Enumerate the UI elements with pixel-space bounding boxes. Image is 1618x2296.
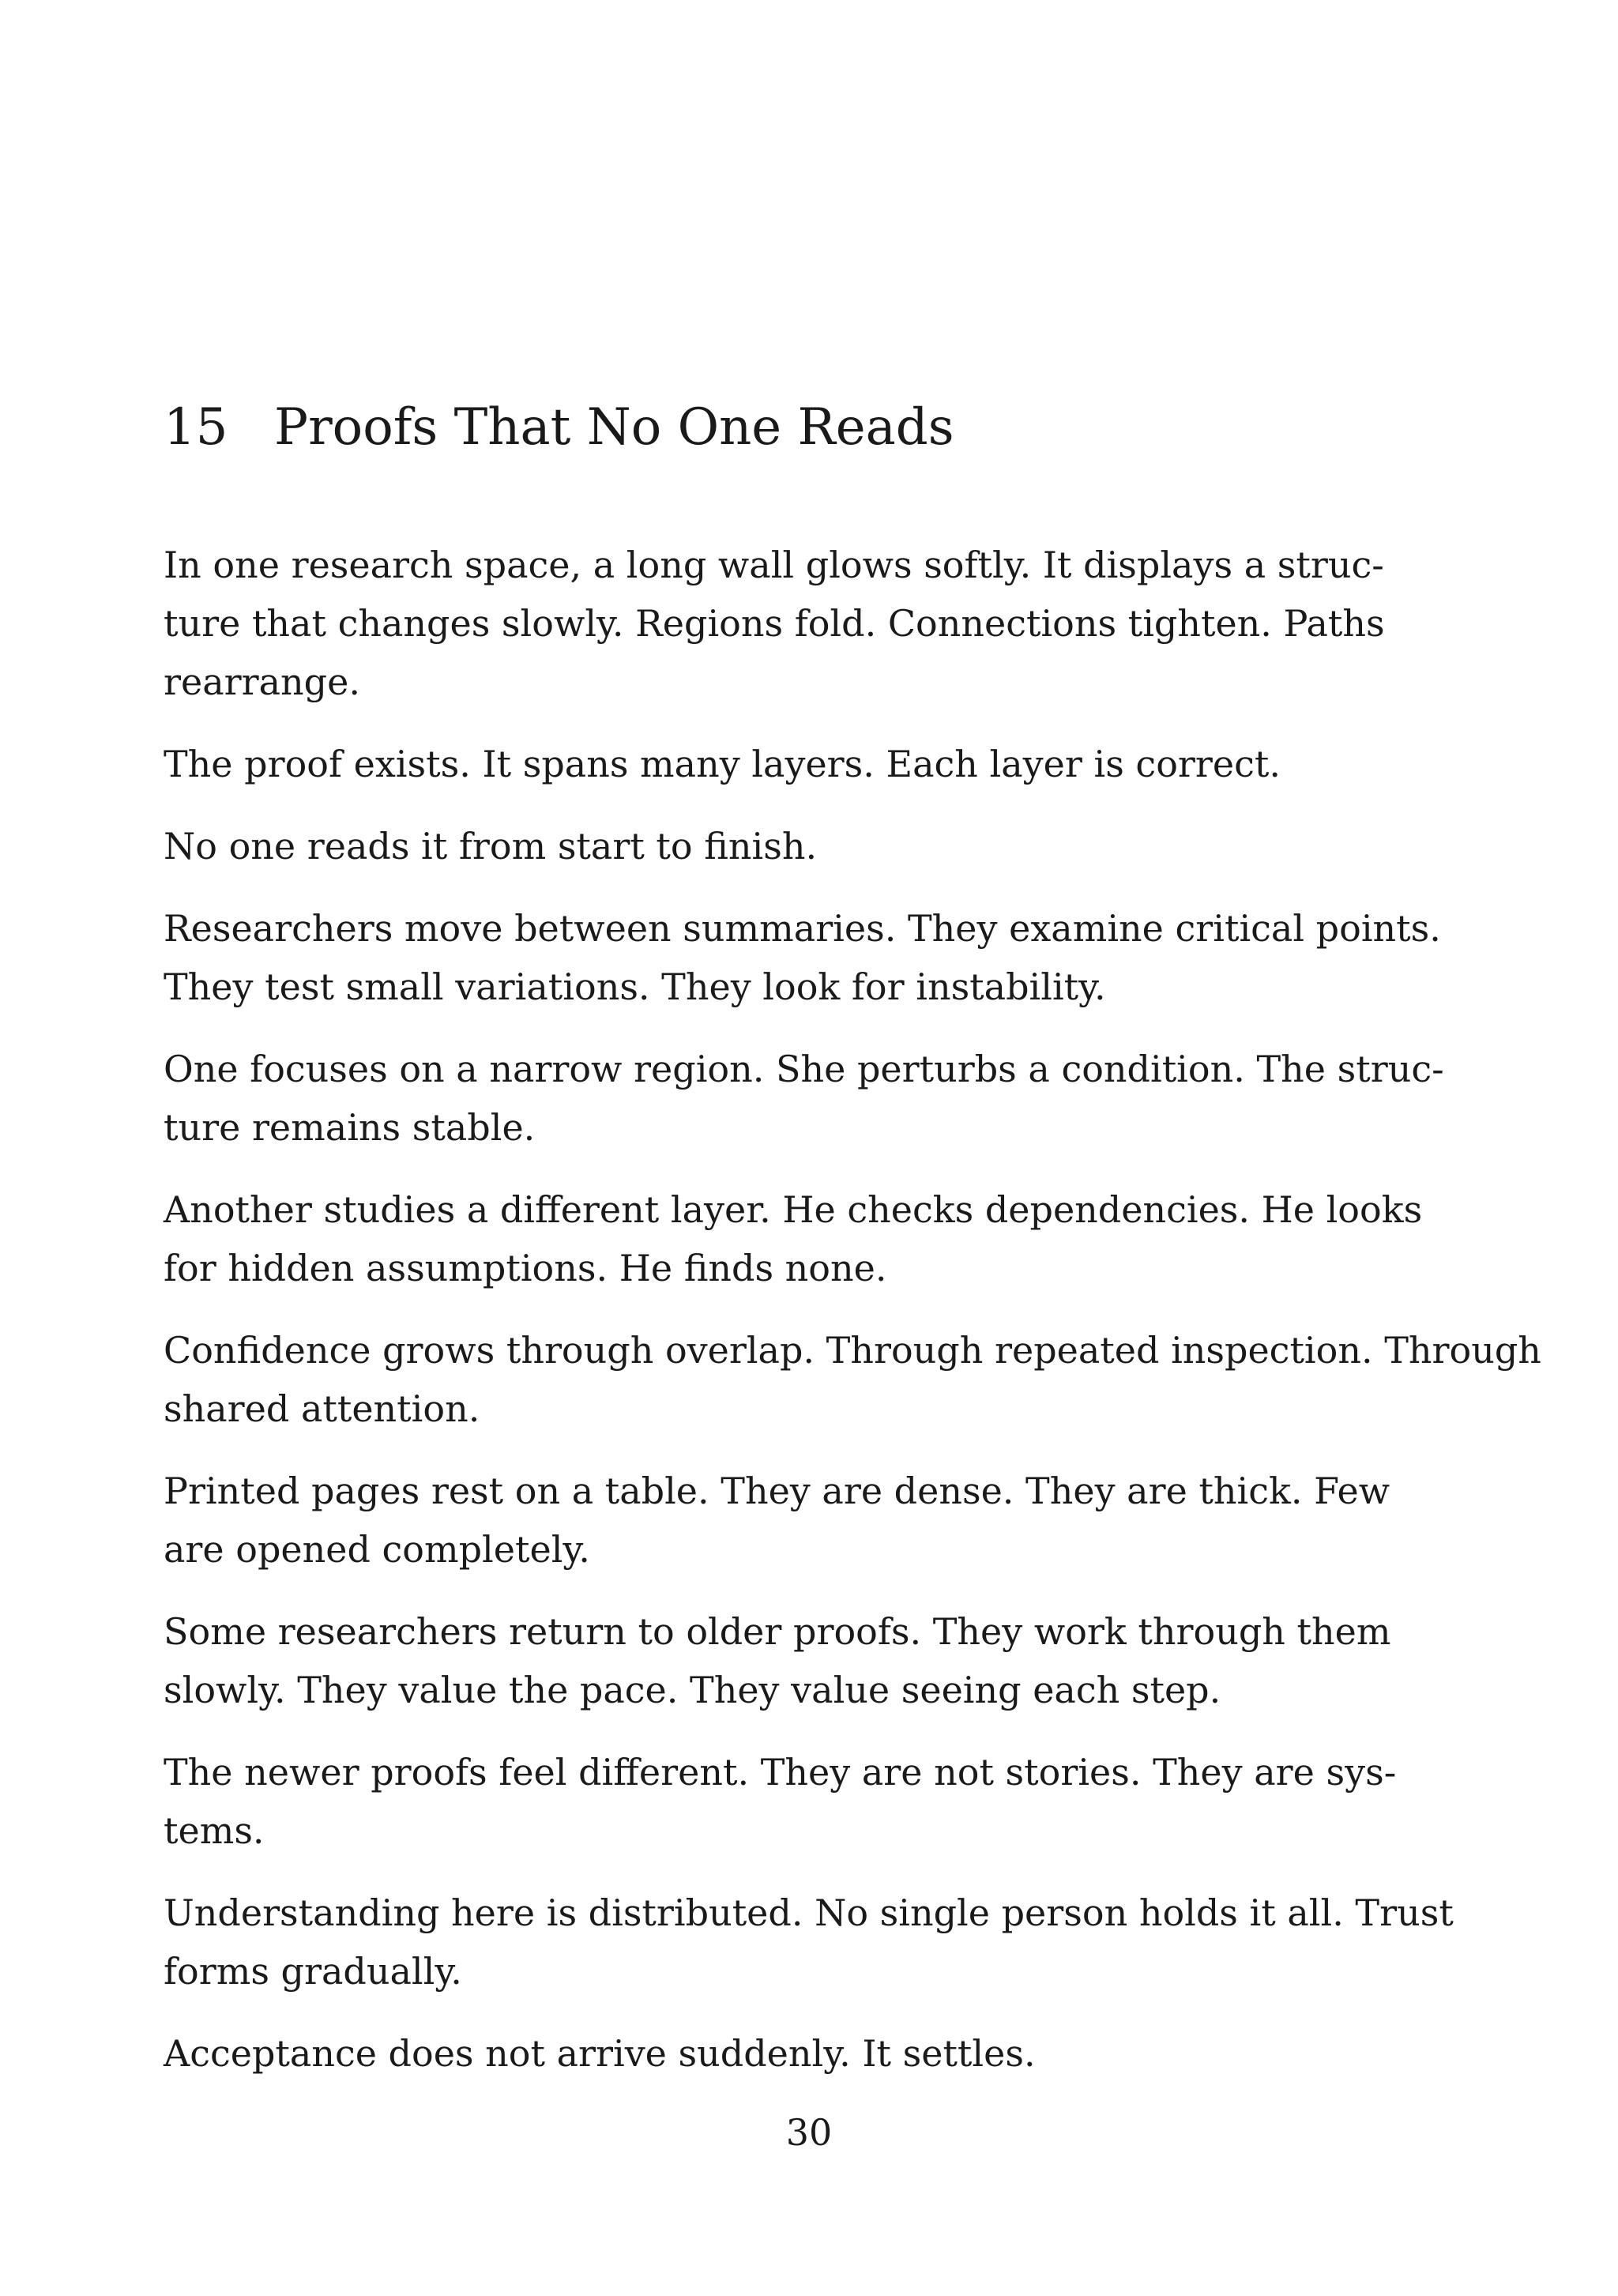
paragraph-line: In one research space, a long wall glows softly. It displays a struc-: [164, 544, 1384, 586]
paragraph-line: rearrange.: [164, 661, 360, 703]
paragraph-line: Another studies a different layer. He checks dependencies. He looks: [164, 1188, 1423, 1231]
paragraph-line: Some researchers return to older proofs. They work through them: [164, 1610, 1391, 1653]
paragraph-line: Printed pages rest on a table. They are dense. They are thick. Few: [164, 1470, 1390, 1512]
paragraph-line: No one reads it from start to finish.: [164, 825, 818, 868]
paragraph-line: ture that changes slowly. Regions fold. Connections tighten. Paths: [164, 602, 1385, 645]
paragraph-8: [164, 1462, 1443, 1579]
paragraph-line: forms gradually.: [164, 1950, 462, 1993]
paragraph-7: [164, 1321, 1541, 1438]
paragraph-line: are opened completely.: [164, 1528, 590, 1571]
paragraph-line: slowly. They value the pace. They value seeing each step.: [164, 1669, 1221, 1711]
paragraph-line: ture remains stable.: [164, 1106, 536, 1149]
paragraph-10: [164, 1743, 1443, 1860]
paragraph-line: tems.: [164, 1809, 265, 1852]
paragraph-line: They test small variations. They look for instability.: [164, 965, 1106, 1008]
paragraph-line: Acceptance does not arrive suddenly. It settles.: [164, 2032, 1036, 2075]
paragraph-line: Confidence grows through overlap. Through repeated inspection. Through: [164, 1329, 1541, 1372]
chapter-number: 15: [164, 398, 228, 457]
paragraph-line: Researchers move between summaries. They examine critical points.: [164, 907, 1441, 950]
paragraph-line: for hidden assumptions. He finds none.: [164, 1247, 887, 1289]
paragraph-line: The newer proofs feel different. They are not stories. They are sys-: [164, 1751, 1397, 1794]
paragraph-4: [164, 899, 1443, 1016]
paragraph-11: [164, 1884, 1454, 2001]
paragraph-line: The proof exists. It spans many layers. Each layer is correct.: [164, 743, 1281, 785]
body-text: [164, 536, 1541, 2106]
paragraph-12: [164, 2024, 1443, 2083]
paragraph-5: [164, 1040, 1443, 1157]
chapter-heading: [164, 392, 954, 463]
paragraph-9: [164, 1602, 1443, 1719]
page-number: 30: [785, 2111, 833, 2154]
chapter-title: Proofs That No One Reads: [274, 398, 954, 457]
paragraph-line: One focuses on a narrow region. She perturbs a condition. The struc-: [164, 1048, 1444, 1090]
paragraph-6: [164, 1180, 1443, 1297]
paragraph-line: Understanding here is distributed. No single person holds it all. Trust: [164, 1891, 1454, 1934]
paragraph-2: [164, 735, 1443, 793]
paragraph-3: [164, 817, 1443, 875]
paragraph-line: shared attention.: [164, 1387, 480, 1430]
paragraph-1: [164, 536, 1443, 711]
